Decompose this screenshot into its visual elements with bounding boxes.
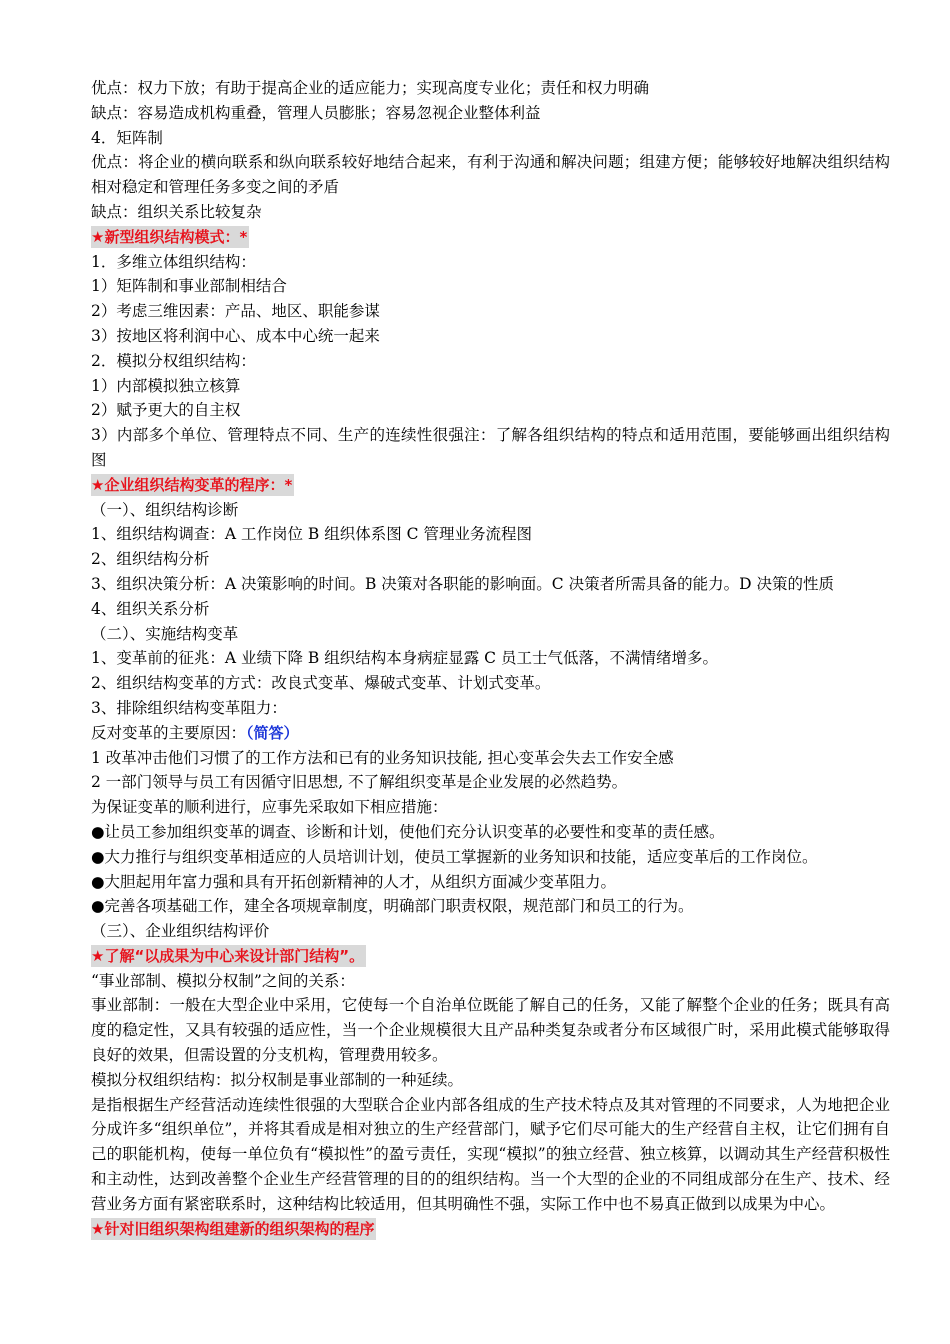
text-line: 3、排除组织结构变革阻力： — [91, 698, 287, 717]
section-heading: ★企业组织结构变革的程序：* — [91, 475, 293, 494]
text-line: 2）考虑三维因素：产品、地区、职能参谋 — [91, 302, 380, 321]
text-line: 4．矩阵制 — [91, 128, 163, 147]
bullet-item: ●完善各项基础工作，建全各项规章制度，明确部门职责权限，规范部门和员工的行为。 — [91, 897, 694, 916]
text-line: （一）、组织结构诊断 — [91, 500, 239, 519]
bullet-item: ●让员工参加组织变革的调查、诊断和计划，使他们充分认识变革的必要性和变革的责任感。 — [91, 822, 725, 841]
text-paragraph: 事业部制：一般在大型企业中采用，它使每一个自治单位既能了解自己的任务，又能了解整个企业的任务；既具有高度的稳定性，又具有较强的适应性，当一个企业规模很大且产品种类复杂或者分布区域很广时，采用此模式能够取得良好的效果，但需设置的分支机构，管理费用较多。 — [91, 996, 890, 1065]
section-heading: ★针对旧组织架构组建新的组织架构的程序 — [91, 1219, 375, 1238]
text-line — [91, 721, 890, 746]
bullet-item: ●大胆起用年富力强和具有开拓创新精神的人才，从组织方面减少变革阻力。 — [91, 872, 617, 891]
bullet-item: ●大力推行与组织变革相适应的人员培训计划，使员工掌握新的业务知识和技能，适应变革后的工作岗位。 — [91, 847, 818, 866]
short-answer-note: （简答） — [246, 723, 299, 742]
text-line: 1）内部模拟独立核算 — [91, 376, 241, 395]
text-line: 1、变革前的征兆：A 业绩下降 B 组织结构本身病症显露 C 员工士气低落，不满情绪增多。 — [91, 649, 718, 668]
text-line: 1．多维立体组织结构： — [91, 252, 256, 271]
text-line: 模拟分权组织结构：拟分权制是事业部制的一种延续。 — [91, 1070, 464, 1089]
text-line: 2）赋予更大的自主权 — [91, 401, 241, 420]
text-line: 优点：权力下放；有助于提高企业的适应能力；实现高度专业化；责任和权力明确 — [91, 79, 650, 97]
text-line: （三）、企业组织结构评价 — [91, 922, 270, 941]
section-heading: ★了解“以成果为中心来设计部门结构”。 — [91, 946, 365, 965]
text-paragraph: 3）内部多个单位、管理特点不同、生产的连续性很强注：了解各组织结构的特点和适用范围，要能够画出组织结构图 — [91, 426, 890, 469]
text-paragraph: 优点：将企业的横向联系和纵向联系较好地结合起来，有利于沟通和解决问题；组建方便；能够较好地解决组织结构相对稳定和管理任务多变之间的矛盾 — [91, 153, 890, 197]
text-line: 2 一部门领导与员工有因循守旧思想, 不了解组织变革是企业发展的必然趋势。 — [91, 773, 628, 792]
text-line: 4、组织关系分析 — [91, 599, 210, 618]
text-line: （二）、实施结构变革 — [91, 624, 239, 643]
text-paragraph: 是指根据生产经营活动连续性很强的大型联合企业内部各组成的生产技术特点及其对管理的不同要求，人为地把企业分成许多“组织单位”，并将其看成是相对独立的生产经营部门，赋予它们尽可能大的生产经营自主权，让它们拥有自己的职能机构，使每一单位负有“模拟性”的盈亏责任，实现“模拟”的独立经营、独立核算，以调动其生产经营积极性和主动性，达到改善整个企业生产经营管理的目的的组织结构。当一个大型的企业的不同组成部分在生产、技术、经营业务方面有紧密联系时，这种结构比较适用，但其明确性不强，实际工作中也不易真正做到以成果为中心。 — [91, 1095, 890, 1213]
text-line: 2、组织结构变革的方式：改良式变革、爆破式变革、计划式变革。 — [91, 674, 551, 693]
text-line-label: 反对变革的主要原因： — [91, 723, 247, 742]
text-line: 缺点：容易造成机构重叠，管理人员膨胀；容易忽视企业整体利益 — [91, 103, 541, 122]
section-heading: ★新型组织结构模式：* — [91, 227, 248, 246]
text-line: 1）矩阵制和事业部制相结合 — [91, 277, 287, 296]
text-line: “事业部制、模拟分权制”之间的关系： — [91, 971, 355, 990]
text-line: 2．模拟分权组织结构： — [91, 351, 256, 370]
text-line: 2、组织结构分析 — [91, 550, 210, 569]
text-line: 缺点：组织关系比较复杂 — [91, 202, 262, 221]
text-line: 1 改革冲击他们习惯了的工作方法和已有的业务知识技能, 担心变革会失去工作安全感 — [91, 748, 674, 767]
text-line: 1、组织结构调查：A 工作岗位 B 组织体系图 C 管理业务流程图 — [91, 525, 532, 544]
text-line: 3）按地区将利润中心、成本中心统一起来 — [91, 326, 380, 345]
text-line: 为保证变革的顺利进行，应事先采取如下相应措施： — [91, 798, 448, 817]
text-line: 3、组织决策分析：A 决策影响的时间。B 决策对各职能的影响面。C 决策者所需具备的能力。D 决策的性质 — [91, 574, 834, 593]
